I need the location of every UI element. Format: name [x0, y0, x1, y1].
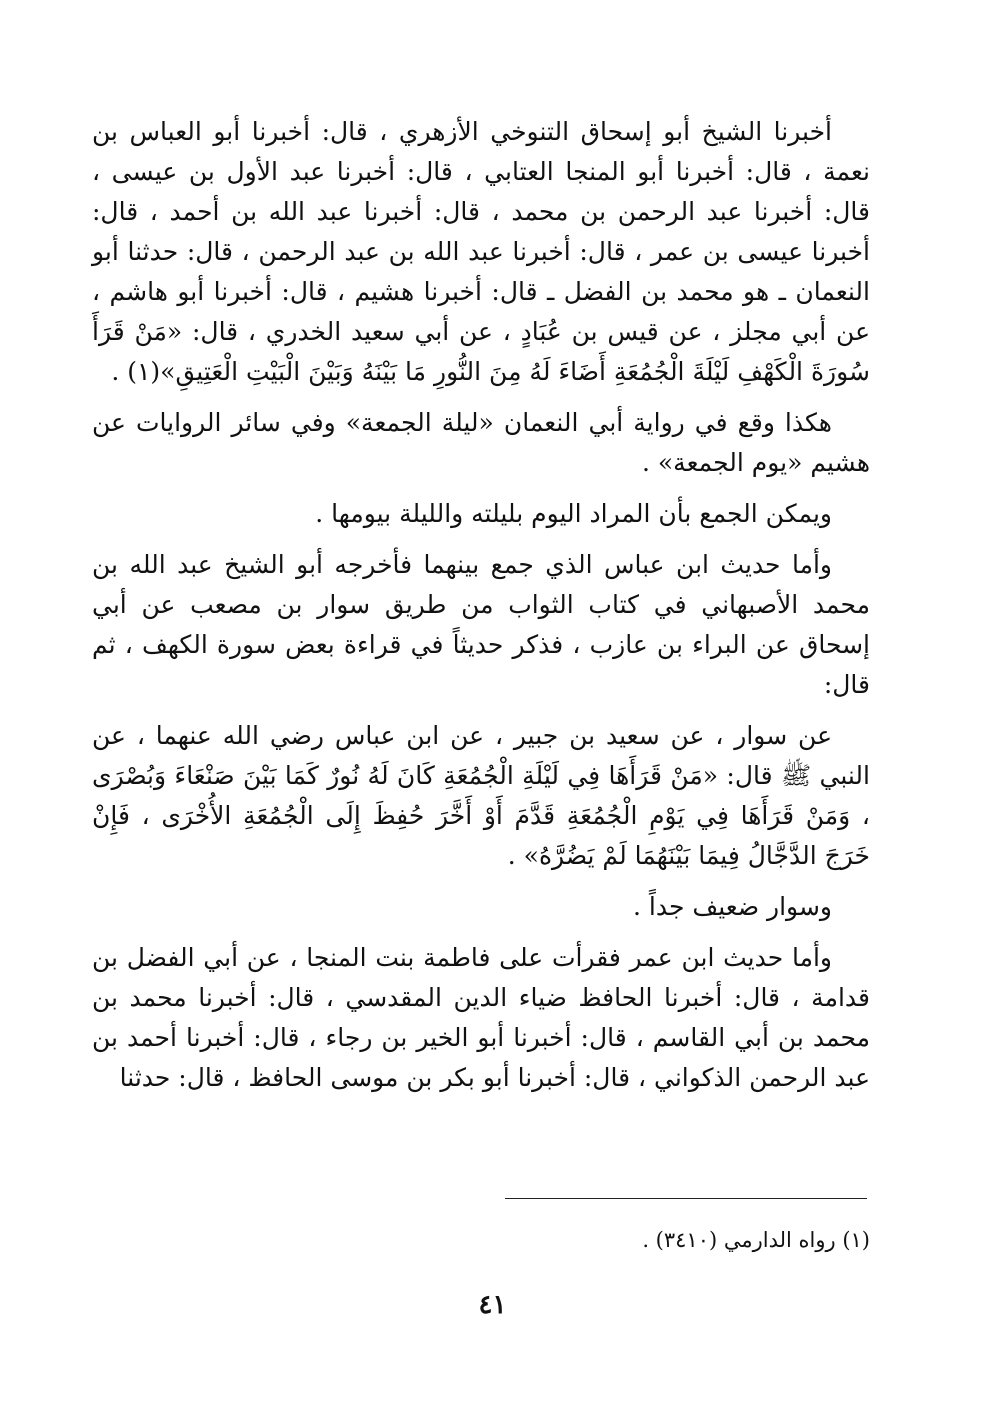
paragraph-isnad-1: أخبرنا الشيخ أبو إسحاق التنوخي الأزهري ، قال: أخبرنا أبو العباس بن نعمة ، قال: أخبرنا أبو المنجا العتابي ، قال: أخبرنا عبد الأول بن عيسى ، قال: أخبرنا عبد الرحمن بن محمد ، قال: أخبرنا عبد الله بن أحمد ، قال: أخبرنا عيسى بن عمر ، قال: أخبرنا عبد الله بن عبد الرحمن ، قال: حدثنا أبو النعمان ـ هو محمد بن الفضل ـ قال: أخبرنا هشيم ، قال: أخبرنا أبو هاشم ، عن أبي مجلز ، عن قيس بن عُبَادٍ ، عن أبي سعيد الخدري ، قال: «مَنْ قَرَأَ سُورَةَ الْكَهْفِ لَيْلَةَ الْجُمُعَةِ أَضَاءَ لَهُ مِنَ النُّورِ مَا بَيْنَهُ وَبَيْنَ الْبَيْتِ الْعَتِيقِ»(١) .	[92, 117, 870, 386]
paragraph-hadith-2: عن سوار ، عن سعيد بن جبير ، عن ابن عباس رضي الله عنهما ، عن النبي ﷺ قال: «مَنْ قَرَأَهَا فِي لَيْلَةِ الْجُمُعَةِ كَانَ لَهُ نُورٌ كَمَا بَيْنَ صَنْعَاءَ وَبُصْرَى ، وَمَنْ قَرَأَهَا فِي يَوْمِ الْجُمُعَةِ قَدَّمَ أَوْ أَخَّرَ حُفِظَ إِلَى الْجُمُعَةِ الأُخْرَى ، فَإِنْ خَرَجَ الدَّجَّالُ فِيمَا بَيْنَهُمَا لَمْ يَضُرَّهُ» .	[92, 721, 870, 870]
page-number: ٤١	[478, 1290, 507, 1320]
paragraph-ibn-abbas: وأما حديث ابن عباس الذي جمع بينهما فأخرجه أبو الشيخ عبد الله بن محمد الأصبهاني في كتاب الثواب من طريق سوار بن مصعب عن أبي إسحاق عن البراء بن عازب ، فذكر حديثاً في قراءة بعض سورة الكهف ، ثم قال:	[92, 550, 870, 699]
footnote: (١) رواه الدارمي (٣٤١٠) .	[642, 1228, 870, 1252]
main-text	[92, 112, 870, 1109]
paragraph-riwaya-note: هكذا وقع في رواية أبي النعمان «ليلة الجمعة» وفي سائر الروايات عن هشيم «يوم الجمعة» .	[92, 408, 870, 477]
footnote-divider	[505, 1198, 867, 1199]
paragraph-ibn-umar: وأما حديث ابن عمر فقرأت على فاطمة بنت المنجا ، عن أبي الفضل بن قدامة ، قال: أخبرنا الحافظ ضياء الدين المقدسي ، قال: أخبرنا محمد بن محمد بن أبي القاسم ، قال: أخبرنا أبو الخير بن رجاء ، قال: أخبرنا أحمد بن عبد الرحمن الذكواني ، قال: أخبرنا أبو بكر بن موسى الحافظ ، قال: حدثنا	[92, 943, 870, 1092]
paragraph-jam: ويمكن الجمع بأن المراد اليوم بليلته والليلة بيومها .	[315, 499, 832, 528]
paragraph-sawwar: وسوار ضعيف جداً .	[633, 892, 832, 921]
